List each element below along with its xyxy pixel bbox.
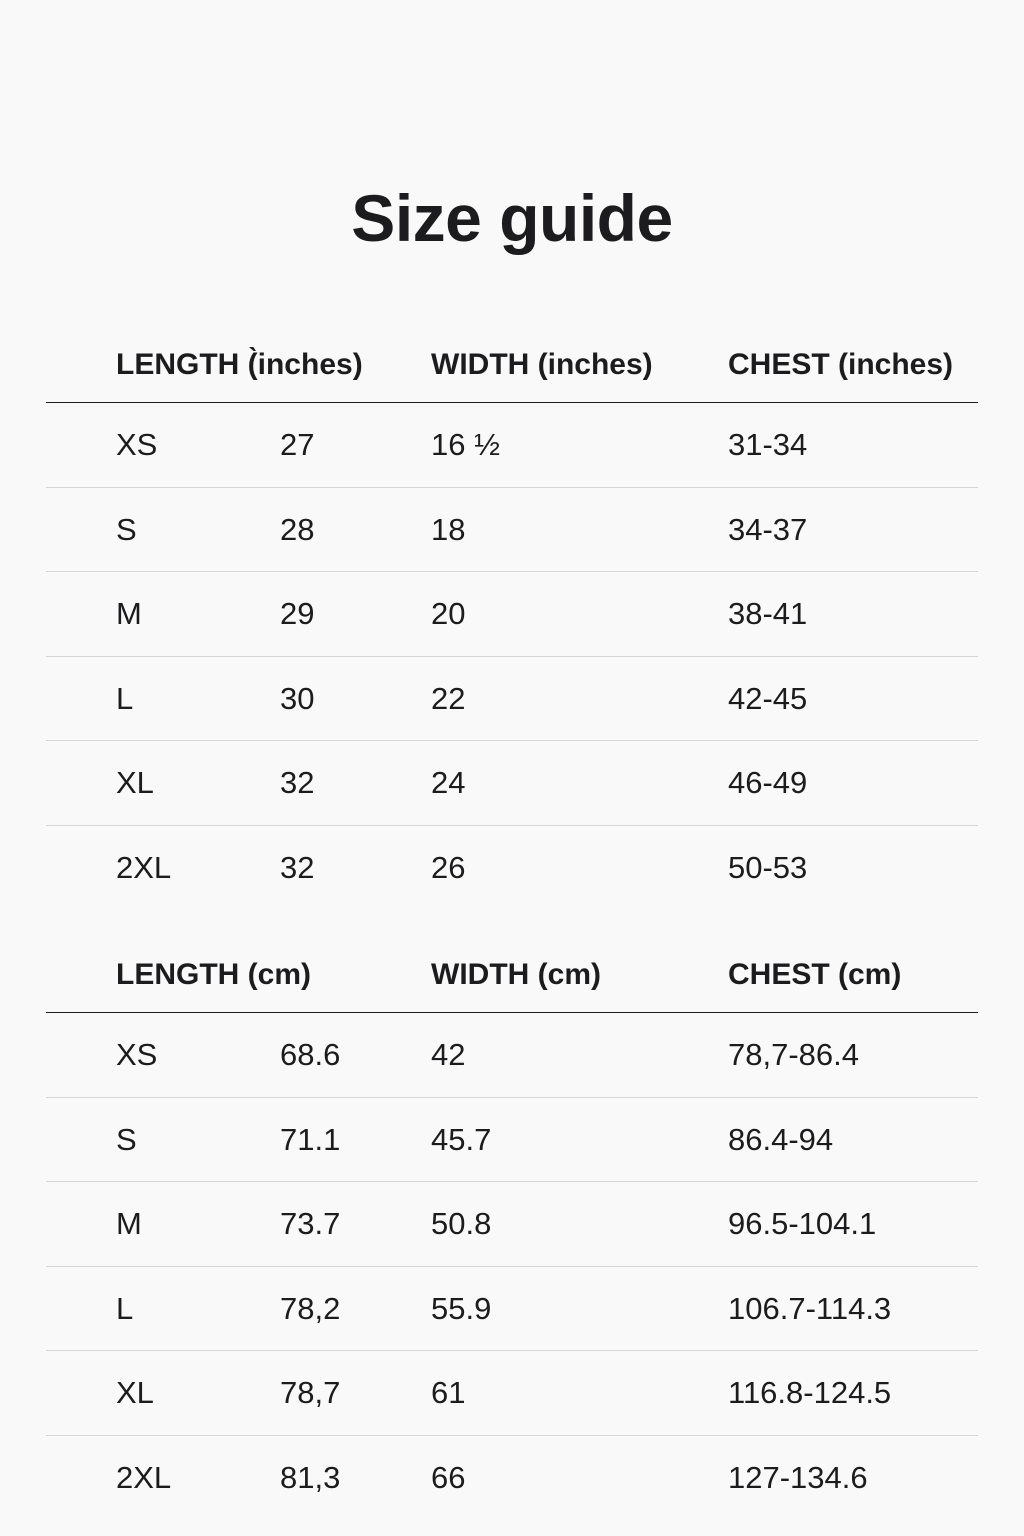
chest-cell: 42-45 — [728, 680, 808, 716]
size-cell: L — [116, 680, 134, 716]
width-cell: 18 — [431, 511, 466, 547]
chest-cell: 50-53 — [728, 849, 808, 885]
table-row — [46, 403, 978, 488]
size-cell: XL — [116, 765, 154, 801]
length-cell: 32 — [280, 849, 315, 885]
chest-cell: 31-34 — [728, 427, 808, 462]
size-cell: 2XL — [116, 1459, 172, 1495]
table-row — [46, 572, 978, 657]
table-row — [46, 1267, 978, 1352]
chest-cell: 34-37 — [728, 511, 808, 547]
size-cell: XS — [116, 1037, 158, 1072]
table-row — [46, 488, 978, 573]
size-cell: M — [116, 1206, 142, 1242]
table-row — [46, 1182, 978, 1267]
table-row — [46, 741, 978, 826]
size-table-inches — [46, 331, 978, 911]
header-chest: CHEST (cm) — [728, 958, 902, 991]
chest-cell: 46-49 — [728, 765, 808, 801]
width-cell: 66 — [431, 1459, 466, 1495]
table-header — [46, 331, 978, 403]
width-cell: 55.9 — [431, 1290, 492, 1326]
header-length: LENGTH (cm) — [116, 958, 311, 991]
length-cell: 78,2 — [280, 1290, 341, 1326]
table-row — [46, 1013, 978, 1098]
size-cell: L — [116, 1290, 134, 1326]
chest-cell: 106.7-114.3 — [728, 1290, 892, 1326]
table-row — [46, 1351, 978, 1436]
chest-cell: 96.5-104.1 — [728, 1206, 877, 1242]
size-cell: M — [116, 596, 142, 632]
length-cell: 29 — [280, 596, 315, 632]
size-table-cm — [46, 941, 978, 1521]
chest-cell: 78,7-86.4 — [728, 1037, 859, 1072]
table-row — [46, 826, 978, 911]
width-cell: 26 — [431, 849, 466, 885]
chest-cell: 38-41 — [728, 596, 808, 632]
size-cell: XS — [116, 427, 158, 462]
size-cell: 2XL — [116, 849, 172, 885]
length-cell: 68.6 — [280, 1037, 341, 1072]
header-width: WIDTH (cm) — [431, 958, 601, 991]
table-header — [46, 941, 978, 1013]
length-cell: 81,3 — [280, 1459, 341, 1495]
length-cell: 30 — [280, 680, 315, 716]
width-cell: 61 — [431, 1375, 466, 1411]
size-cell: XL — [116, 1375, 154, 1411]
table-row — [46, 1436, 978, 1521]
header-length: LENGTH (̀inches) — [116, 348, 363, 381]
length-cell: 78,7 — [280, 1375, 341, 1411]
width-cell: 20 — [431, 596, 466, 632]
width-cell: 16 ½ — [431, 427, 500, 462]
chest-cell: 116.8-124.5 — [728, 1375, 892, 1411]
width-cell: 45.7 — [431, 1121, 492, 1157]
chest-cell: 86.4-94 — [728, 1121, 834, 1157]
width-cell: 50.8 — [431, 1206, 492, 1242]
page-title: Size guide — [351, 181, 673, 255]
header-width: WIDTH (inches) — [431, 348, 653, 381]
width-cell: 22 — [431, 680, 466, 716]
length-cell: 73.7 — [280, 1206, 341, 1242]
length-cell: 32 — [280, 765, 315, 801]
length-cell: 27 — [280, 427, 315, 462]
width-cell: 24 — [431, 765, 466, 801]
header-chest: CHEST (inches) — [728, 348, 954, 381]
length-cell: 28 — [280, 511, 315, 547]
table-row — [46, 1098, 978, 1183]
size-cell: S — [116, 511, 137, 547]
size-cell: S — [116, 1121, 137, 1157]
table-row — [46, 657, 978, 742]
chest-cell: 127-134.6 — [728, 1459, 868, 1495]
width-cell: 42 — [431, 1037, 466, 1072]
length-cell: 71.1 — [280, 1121, 341, 1157]
